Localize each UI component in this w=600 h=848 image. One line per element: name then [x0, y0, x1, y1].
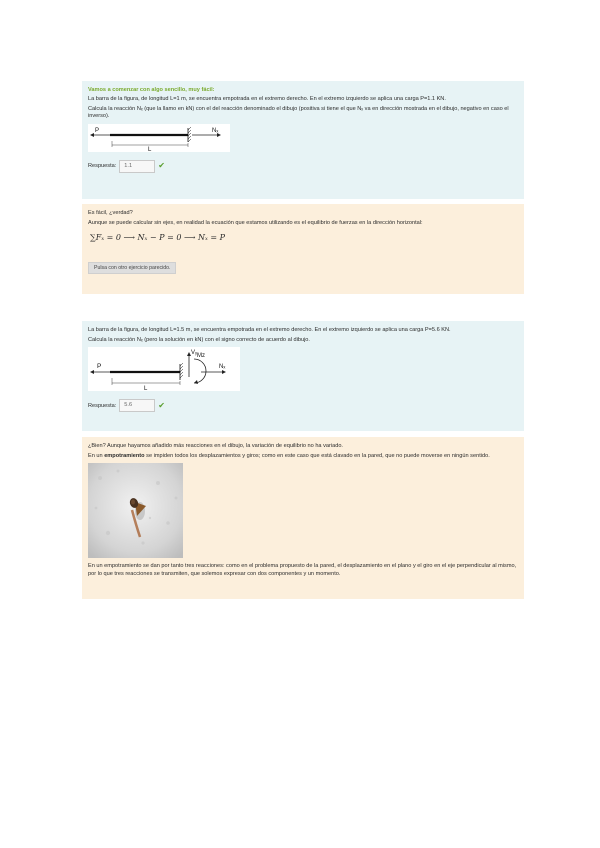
check-icon: ✔ — [158, 400, 165, 410]
answer-label-2: Respuesta: — [88, 402, 117, 409]
question-1-instruction: Calcula la reacción Nₓ (que la llamo en kN) con el del reacción denominado el dibujo (positiva si tiene el que Nₓ va en dirección mostrada en el dibujo, negativo en caso el inverso). — [88, 106, 509, 120]
answer-label-1: Respuesta: — [88, 163, 117, 170]
reaction-n-label-2: Nₓ — [219, 364, 226, 371]
empotramiento-definition — [88, 453, 518, 460]
length-l-label-1: L — [148, 146, 152, 152]
moment-m-label: Mᴢ — [197, 353, 205, 360]
question-1-title: Vamos a comenzar con algo sencillo, muy fácil: — [88, 87, 215, 93]
question-1-statement: La barra de la figura, de longitud L=1 m, se encuentra empotrada en el extremo derecho. En el extremo izquierdo se aplica una carga P=1.1 KN. — [88, 96, 446, 102]
definition-prefix: En un — [88, 453, 103, 460]
nail-in-wall-photo — [88, 463, 183, 558]
length-l-label-2: L — [144, 386, 148, 392]
feedback-1-panel — [82, 204, 524, 294]
feedback-1-title: Es fácil, ¿verdad? — [88, 210, 133, 216]
load-p-label-1: P — [95, 127, 100, 134]
definition-text: se impiden todos los desplazamientos y giros; como en este caso que está clavado en la pared, que no puede moverse en ningún sentido. — [146, 453, 490, 460]
answer-input-1[interactable]: 1.1 — [119, 160, 155, 173]
next-exercise-button[interactable]: Pulsa con otro ejercicio parecido. — [88, 262, 176, 274]
question-2-instruction: Calcula la reacción Nₓ (pero la solución en kN) con el signo correcto de acuerdo al dibujo. — [88, 337, 310, 344]
feedback-2-panel — [82, 437, 524, 599]
answer-row-1 — [88, 160, 518, 173]
feedback-2-conclusion: En un empotramiento se dan por tanto tres reacciones: como en el problema propuesto de la pared, el desplazamiento en el plano y el giro en el eje perpendicular al mismo, por lo que tres reacciones se transmiten, que solemos expresar con dos componentes y un momento. — [88, 563, 517, 577]
empotramiento-term: empotramiento — [104, 453, 145, 460]
answer-row-2 — [88, 399, 518, 412]
load-p-label-2: P — [97, 363, 102, 371]
answer-input-2[interactable]: 5.6 — [119, 399, 155, 412]
check-icon: ✔ — [158, 161, 165, 171]
beam-diagram-1 — [88, 124, 230, 152]
equilibrium-equation: ∑Fₓ = 0 ⟶ Nₓ − P = 0 ⟶ Nₓ = P — [90, 233, 225, 243]
question-2-panel — [82, 321, 524, 431]
feedback-2-intro: ¿Bien? Aunque hayamos añadido más reacciones en el dibujo, la variación de equilibrio no ha variado. — [88, 443, 343, 449]
question-2-statement: La barra de la figura, de longitud L=1.5 m, se encuentra empotrada en el extremo derecho. En el extremo izquierdo se aplica una carga P=5.6 KN. — [88, 327, 451, 333]
feedback-1-text: Aunque se puede calcular sin ejes, en realidad la ecuación que estamos utilizando es el equilibrio de fuerzas en la dirección horizontal: — [88, 220, 423, 227]
question-1-panel — [82, 81, 524, 199]
reaction-n-label-1: Nₓ — [212, 127, 219, 134]
reaction-v-label: Vᵧ — [191, 350, 197, 357]
beam-diagram-2 — [88, 347, 240, 391]
